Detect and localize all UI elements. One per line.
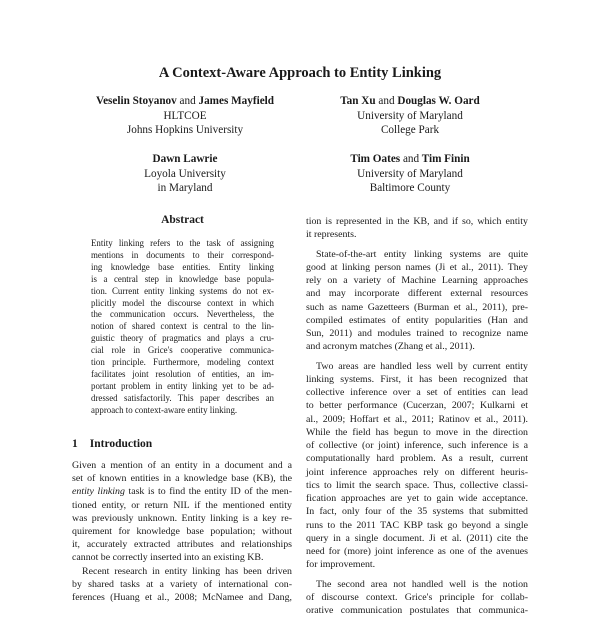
abstract-line: cial role in Grice's cooperative communica-	[91, 345, 274, 356]
affiliation-line: Johns Hopkins University	[126, 124, 244, 136]
body-line: cannot be correctly inserted into an existing KB.	[72, 552, 264, 564]
body-line: for improvement.	[306, 559, 376, 571]
body-line: and acronym matches (Zhang et al., 2011).	[306, 341, 475, 353]
body-line: The second area not handled well is the notion	[316, 578, 528, 590]
author-name: Dawn Lawrie	[152, 153, 218, 165]
body-line: such as name Gazetteers (Burman et al., 2011), pre-	[306, 301, 528, 313]
body-line: Recent research in entity linking has been driven	[82, 565, 292, 577]
author-names	[90, 94, 280, 109]
abstract-line: dressed satisfactorily. This paper describes an	[91, 392, 274, 403]
body-line: State-of-the-art entity linking systems are quite	[316, 248, 528, 260]
author-name: Tan Xu	[340, 95, 376, 107]
author-block-xu-oard	[310, 94, 510, 138]
abstract-line: portant problem in entity linking yet to be ad-	[91, 380, 274, 391]
body-line: compiled estimates of entity popularities (Han and	[306, 314, 528, 326]
body-line: of collective (or joint) inference, such inference is a	[306, 440, 528, 451]
body-line: to better performance (Cucerzan, 2007; Kulkarni et	[306, 400, 528, 412]
abstract-line: facilitates joint resolution of entities, an im-	[91, 368, 274, 379]
section-heading-introduction	[72, 437, 152, 451]
body-line: by shared tasks at a variety of international con-	[72, 578, 292, 590]
body-line: good at linking person names (Ji et al., 2011). They	[306, 261, 528, 273]
author-name: Tim Finin	[421, 153, 470, 165]
body-line: set of known entities in a knowledge base (KB), the	[72, 473, 292, 485]
affiliation-line: in Maryland	[157, 182, 213, 194]
author-block-lawrie	[100, 152, 270, 196]
abstract-line: Entity linking refers to the task of assigning	[91, 238, 274, 248]
abstract-line: is a central step in knowledge base popula-	[91, 273, 274, 284]
body-line-with-emphasis	[72, 485, 292, 498]
body-line: fication approaches are yet to gain wide acceptance.	[306, 493, 528, 504]
abstract-line: notion of shared context is central to the lin-	[91, 321, 274, 332]
abstract-line: ing knowledge base entities. Entity linking	[91, 261, 274, 272]
abstract-line: guistic theory of pragmatics and plays a cru-	[91, 333, 274, 344]
body-line: of discourse context. Grice's principle for collab-	[306, 591, 528, 603]
body-line: tioned entity, or return NIL if the mentioned entity	[72, 499, 292, 511]
body-line: collective inference over a set of entities can lead	[306, 387, 528, 398]
body-line: rely on a variety of Machine Learning approaches	[306, 275, 528, 286]
author-name: Veselin Stoyanov	[96, 95, 177, 107]
section-number: 1	[72, 438, 78, 450]
author-block-stoyanov-mayfield	[90, 94, 280, 138]
body-line: linking systems. First, it has been recognized that	[306, 373, 528, 385]
body-line: query in a single document. Ji et al. (2011) cite the	[306, 532, 528, 544]
author-block-oates-finin	[310, 152, 510, 196]
body-line: tics to limit the search space. Thus, collective classi-	[306, 479, 528, 491]
abstract-line: the communication occurs. Nevertheless, the	[91, 309, 274, 320]
body-line: need for (more) joint inference as one of the avenues	[306, 546, 528, 557]
body-line: Two areas are handled less well by current entity	[316, 360, 528, 372]
author-name: Douglas W. Oard	[397, 95, 480, 107]
abstract-line: tion principle. Furthermore, modeling context	[91, 357, 274, 368]
author-conjunction: and	[179, 95, 196, 107]
abstract-line: approach to context-aware entity linking.	[91, 404, 238, 415]
author-names	[100, 152, 270, 167]
author-name: James Mayfield	[198, 95, 274, 107]
body-line: computationally hard problem. As a result, current	[306, 453, 528, 465]
body-line: orative communication postulates that communica-	[306, 605, 528, 616]
body-line: al., 2009; Hoffart et al., 2011; Ratinov et al., 2011).	[306, 413, 528, 425]
author-names	[310, 94, 510, 109]
left-column-body	[72, 459, 292, 604]
body-line: tion is represented in the KB, and if so, which entity	[306, 216, 528, 227]
abstract-line: plicitly model the discourse context in which	[91, 297, 274, 308]
body-line: ferences (Huang et al., 2008; McNamee and Dang,	[72, 592, 292, 604]
right-column-body	[306, 215, 528, 617]
body-line: runs to the 2011 TAC KBP task go beyond a single	[306, 519, 528, 531]
affiliation-line: Baltimore County	[369, 182, 451, 194]
author-names	[310, 152, 510, 167]
body-line: Given a mention of an entity in a document and a	[72, 460, 292, 471]
body-line: was previously unknown. Entity linking is a key re-	[72, 512, 292, 524]
section-title: Introduction	[89, 438, 153, 450]
body-line: joint inference approaches rely on different heuris-	[306, 466, 528, 478]
abstract-body	[91, 238, 274, 417]
author-conjunction: and	[378, 95, 395, 107]
body-line: it, accurately extracted attributes and relationships	[72, 539, 292, 551]
affiliation-line: University of Maryland	[357, 167, 463, 180]
author-name: Tim Oates	[350, 153, 401, 165]
abstract-line: tion. Current entity linking systems do not ex-	[91, 285, 274, 296]
body-text: task is to find the entity ID of the men-	[128, 486, 292, 498]
body-line: In fact, only four of the 35 systems that submitted	[306, 506, 528, 518]
affiliation-line: University of Maryland	[357, 109, 463, 122]
body-line: Sun, 2011) and modules trained to recognize name	[306, 328, 528, 339]
affiliation-line: HLTCOE	[163, 109, 207, 122]
body-line: While the field has begun to move in the direction	[306, 426, 528, 438]
body-line: it represents.	[306, 229, 357, 241]
affiliation-line: Loyola University	[144, 167, 226, 180]
author-conjunction: and	[402, 153, 420, 165]
body-line: and may incorporate different external resources	[306, 288, 528, 300]
abstract-heading: Abstract	[161, 214, 204, 226]
body-line: quirement for knowledge base population; without	[72, 526, 292, 538]
paper-title: A Context-Aware Approach to Entity Linking	[158, 65, 442, 81]
emphasis-term: entity linking	[72, 486, 125, 498]
affiliation-line: College Park	[380, 124, 440, 136]
abstract-line: mentions in documents to their correspond-	[91, 249, 274, 260]
